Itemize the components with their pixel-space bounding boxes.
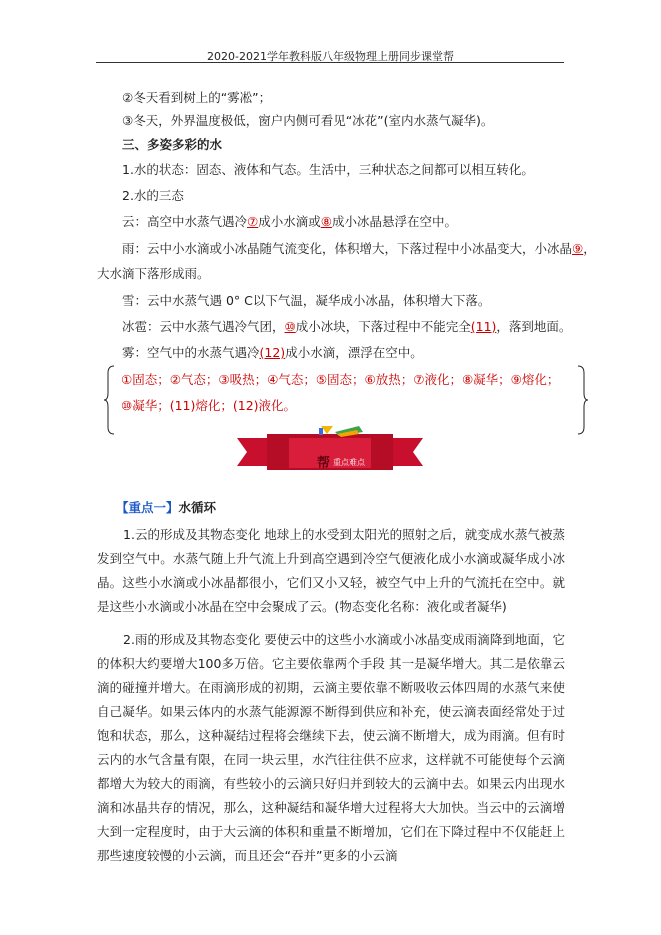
blank-12: (12) <box>259 345 286 360</box>
blank-8: ⑧ <box>320 214 332 229</box>
key-point-bracket: 【重点一】 <box>116 500 179 515</box>
left-brace-icon <box>103 365 115 435</box>
banner-label: 重点难点 <box>333 458 365 467</box>
header-rule <box>96 62 564 63</box>
answer-box <box>103 365 589 435</box>
line-cloud: 云：高空中水蒸气遇冷⑦成小水滴或⑧成小冰晶悬浮在空中。 <box>122 214 457 229</box>
paragraph-cloud: 1.云的形成及其物态变化 地球上的水受到太阳光的照射之后，就变成水蒸气被蒸发到空气中。水蒸气随上升气流上升到高空遇到冷空气便液化成小水滴或凝华成小冰晶。这些小水滴或小冰晶都很小，它们又小又轻，被空气中上升的气流托在空中。就是这些小水滴或小冰晶在空中会聚成了云。(物态变化名称：液化或者凝华) <box>97 527 565 614</box>
line-rime: ②冬天看到树上的“雾凇”； <box>122 90 272 105</box>
banner-char: 帮 <box>317 456 331 471</box>
blank-9: ⑨ <box>572 241 584 256</box>
right-brace-icon <box>577 365 589 435</box>
answer-line-1: ①固态；②气态；③吸热；④气态；⑤固态；⑥放热；⑦液化；⑧凝华；⑨熔化； <box>121 372 560 387</box>
header-title: 2020-2021学年教科版八年级物理上册同步课堂帮 <box>207 50 454 63</box>
line-rain-cont: 大水滴下落形成雨。 <box>97 266 210 281</box>
line-rain: 雨：云中小水滴或小冰晶随气流变化，体积增大，下落过程中小冰晶变大，小冰晶⑨， <box>122 241 596 256</box>
line-states: 1.水的状态：固态、液体和气态。生活中，三种状态之间都可以相互转化。 <box>122 162 534 177</box>
line-ice-flower: ③冬天，外界温度极低，窗户内侧可看见“冰花”(室内水蒸气凝华)。 <box>122 113 494 128</box>
blank-11: (11) <box>470 319 497 334</box>
answer-line-2: ⑩凝华；(11)熔化；(12)液化。 <box>121 398 297 413</box>
key-point-heading <box>116 498 216 516</box>
paragraph-rain: 2.雨的形成及其物态变化 要使云中的这些小水滴或小冰晶变成雨滴降到地面，它的体积大约要增大100多万倍。它主要依靠两个手段 其一是凝华增大。其二是依靠云滴的碰撞并增大。在雨滴形成的初期，云滴主要依靠不断吸收云体四周的水蒸气来使自己凝华。如果云体内的水蒸气能源源不断得到供应和补充，使云滴表面经常处于过饱和状态，那么，这种凝结过程将会继续下去，使云滴不断增大，成为雨滴。但有时云内的水气含量有限，在同一块云里，水汽往往供不应求，这样就不可能使每个云滴都增大为较大的雨滴，有些较小的云滴只好归并到较大的云滴中去。如果云内出现水滴和冰晶共存的情况，那么，这种凝结和凝华增大过程将大大加快。当云中的云滴增大到一定程度时，由于大云滴的体积和重量不断增加，它们在下降过程中不仅能赶上那些速度较慢的小云滴，而且还会“吞并”更多的小云滴 <box>97 632 565 863</box>
line-three-states: 2.水的三态 <box>122 188 184 203</box>
blank-10: ⑩ <box>284 319 296 334</box>
key-point-title: 水循环 <box>178 500 217 515</box>
line-hail: 冰雹：云中水蒸气遇冷气团，⑩成小冰块，下落过程中不能完全(11)，落到地面。 <box>122 319 572 334</box>
line-fog: 雾：空气中的水蒸气遇冷(12)成小水滴，漂浮在空中。 <box>122 345 423 360</box>
blank-7: ⑦ <box>247 214 259 229</box>
key-difficulty-banner <box>237 426 423 476</box>
line-snow: 雪：云中水蒸气遇 0° C以下气温，凝华成小冰晶，体积增大下落。 <box>122 293 491 308</box>
section-heading: 三、多姿多彩的水 <box>122 137 223 152</box>
